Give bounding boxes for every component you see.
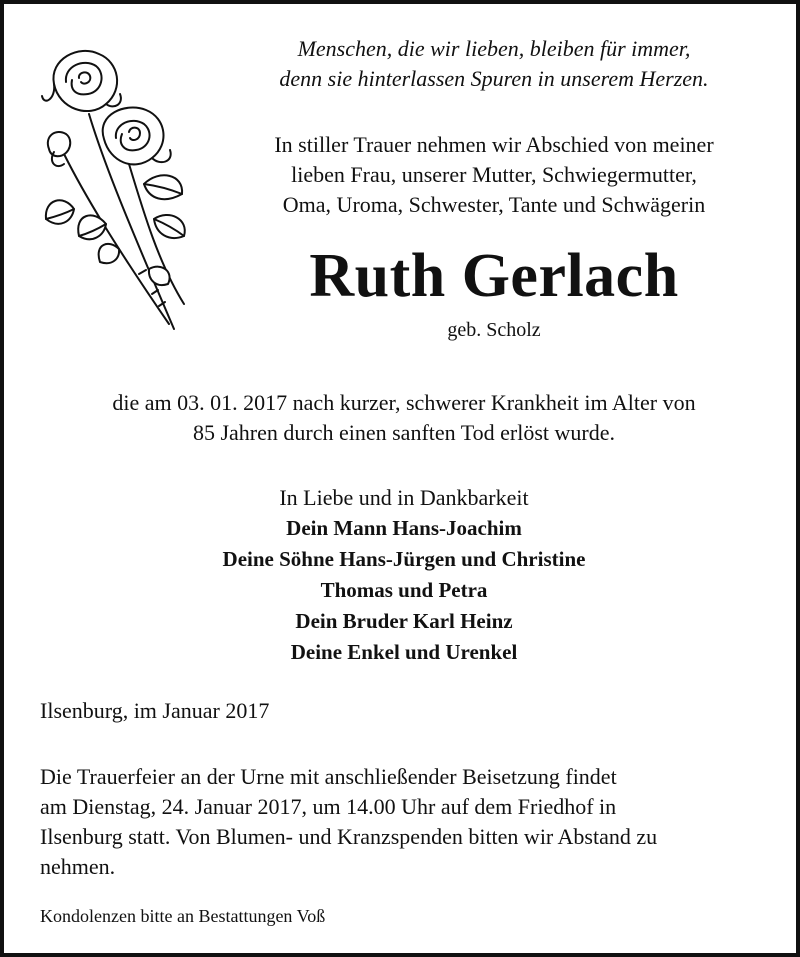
mourner-name: Deine Söhne Hans-Jürgen und Christine (222, 547, 586, 571)
mourners-list (34, 482, 774, 668)
funeral-line: nehmen. (40, 854, 116, 879)
intro-line: lieben Frau, unserer Mutter, Schwiegermutter, (291, 162, 697, 187)
maiden-name: geb. Scholz (447, 319, 541, 341)
quote-line: denn sie hinterlassen Spuren in unserem Herzen. (279, 66, 709, 91)
condolence-note: Kondolenzen bitte an Bestattungen Voß (40, 906, 326, 926)
death-notice-line: 85 Jahren durch einen sanften Tod erlöst wurde. (192, 420, 616, 445)
intro-line: Oma, Uroma, Schwester, Tante und Schwägerin (282, 192, 706, 217)
mourner-name: Dein Bruder Karl Heinz (295, 609, 513, 633)
rose-illustration-icon (34, 44, 204, 334)
funeral-line: am Dienstag, 24. Januar 2017, um 14.00 Uhr auf dem Friedhof in (40, 794, 617, 819)
mourners-heading: In Liebe und in Dankbarkeit (279, 485, 529, 510)
memorial-quote (214, 34, 774, 94)
mourner-name: Deine Enkel und Urenkel (290, 640, 518, 664)
funeral-details (40, 762, 770, 882)
mourner-name: Thomas und Petra (320, 578, 488, 602)
funeral-line: Ilsenburg statt. Von Blumen- und Kranzspenden bitten wir Abstand zu (40, 824, 658, 849)
intro-line: In stiller Trauer nehmen wir Abschied von meiner (274, 132, 714, 157)
death-notice-line: die am 03. 01. 2017 nach kurzer, schwerer Krankheit im Alter von (112, 390, 696, 415)
funeral-line: Die Trauerfeier an der Urne mit anschließender Beisetzung findet (40, 764, 617, 789)
death-notice (34, 388, 774, 448)
mourner-name: Dein Mann Hans-Joachim (286, 516, 522, 540)
farewell-intro (214, 130, 774, 220)
deceased-name: Ruth Gerlach (309, 242, 679, 310)
place-and-date: Ilsenburg, im Januar 2017 (40, 698, 270, 723)
quote-line: Menschen, die wir lieben, bleiben für immer, (297, 36, 691, 61)
